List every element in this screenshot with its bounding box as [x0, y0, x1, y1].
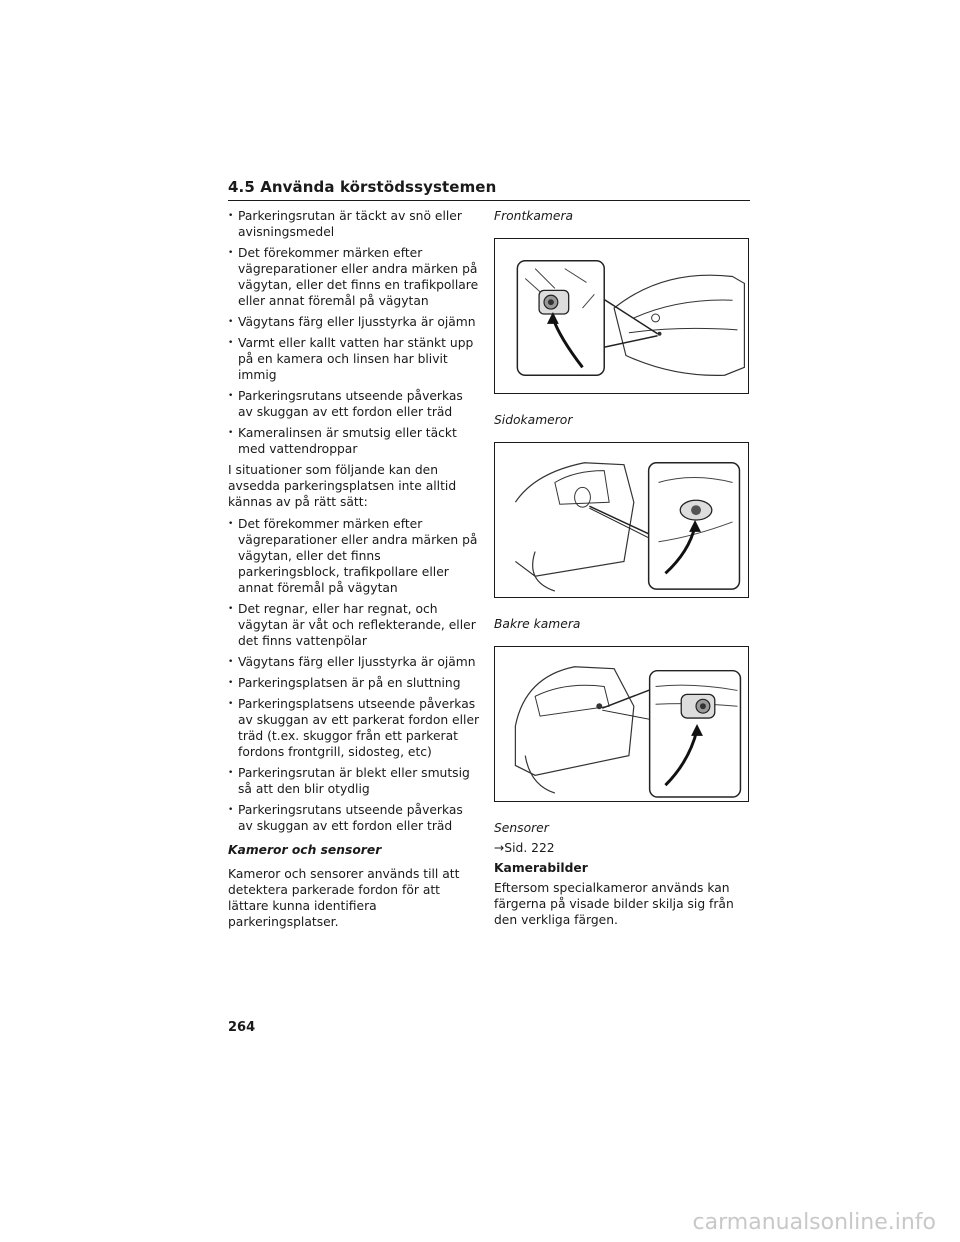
- page-number: 264: [228, 1020, 256, 1035]
- header-divider: [228, 200, 750, 201]
- list-item: • Vägytans färg eller ljusstyrka är ojämn: [228, 654, 480, 670]
- list-item: • Kameralinsen är smutsig eller täckt med vattendroppar: [228, 425, 480, 457]
- left-column: [228, 208, 480, 936]
- list-item: • Parkeringsplatsen är på en sluttning: [228, 675, 480, 691]
- side-camera-illustration: [495, 443, 748, 597]
- front-camera-caption: Frontkamera: [494, 209, 574, 223]
- intro-paragraph: I situationer som följande kan den avsedda parkeringsplatsen inte alltid kännas av på rätt sätt:: [228, 463, 457, 509]
- page-reference-link[interactable]: →Sid. 222: [494, 841, 555, 855]
- subheading-cameras-sensors: Kameror och sensorer: [228, 843, 382, 857]
- camera-images-paragraph: Eftersom specialkameror används kan färgerna på visade bilder skilja sig från den verkliga färgen.: [494, 881, 734, 927]
- front-camera-figure: [494, 238, 749, 394]
- list-item: • Vägytans färg eller ljusstyrka är ojämn: [228, 314, 480, 330]
- rear-camera-illustration: [495, 647, 748, 801]
- rear-camera-caption: Bakre kamera: [494, 617, 581, 631]
- list-item: • Parkeringsrutan är täckt av snö eller avisningsmedel: [228, 208, 480, 240]
- list-item: • Parkeringsrutans utseende påverkas av skuggan av ett fordon eller träd: [228, 388, 480, 420]
- side-camera-figure: [494, 442, 749, 598]
- list-item: • Det förekommer märken efter vägreparationer eller andra märken på vägytan, eller det finns parkeringsblock, trafikpollare eller annat föremål på vägytan: [228, 516, 480, 596]
- list-item: • Parkeringsrutans utseende påverkas av skuggan av ett fordon eller träd: [228, 802, 480, 834]
- bullet-list-b: [228, 516, 480, 834]
- section-title: 4.5 Använda körstödssystemen: [228, 178, 497, 196]
- list-item: • Parkeringsplatsens utseende påverkas av skuggan av ett parkerat fordon eller träd (t.ex. skuggor från ett parkerat fordons frontgrill, sidosteg, etc): [228, 696, 480, 760]
- body-paragraph: Kameror och sensorer används till att detektera parkerade fordon för att lättare kunna identifiera parkeringsplatser.: [228, 867, 460, 929]
- rear-camera-figure: [494, 646, 749, 802]
- right-column: [494, 208, 752, 934]
- watermark-text: carmanualsonline.info: [692, 1210, 936, 1235]
- list-item: • Parkeringsrutan är blekt eller smutsig så att den blir otydlig: [228, 765, 480, 797]
- side-camera-caption: Sidokameror: [494, 413, 573, 427]
- camera-images-heading: Kamerabilder: [494, 861, 588, 875]
- front-camera-illustration: [495, 239, 748, 393]
- section-header: [228, 178, 750, 201]
- list-item: • Det regnar, eller har regnat, och vägytan är våt och reflekterande, eller det finns vattenpölar: [228, 601, 480, 649]
- list-item: • Det förekommer märken efter vägreparationer eller andra märken på vägytan, eller det finns en trafikpollare eller annat föremål på vägytan: [228, 245, 480, 309]
- bullet-list-a: [228, 208, 480, 457]
- sensors-caption: Sensorer: [494, 821, 549, 835]
- list-item: • Varmt eller kallt vatten har stänkt upp på en kamera och linsen har blivit immig: [228, 335, 480, 383]
